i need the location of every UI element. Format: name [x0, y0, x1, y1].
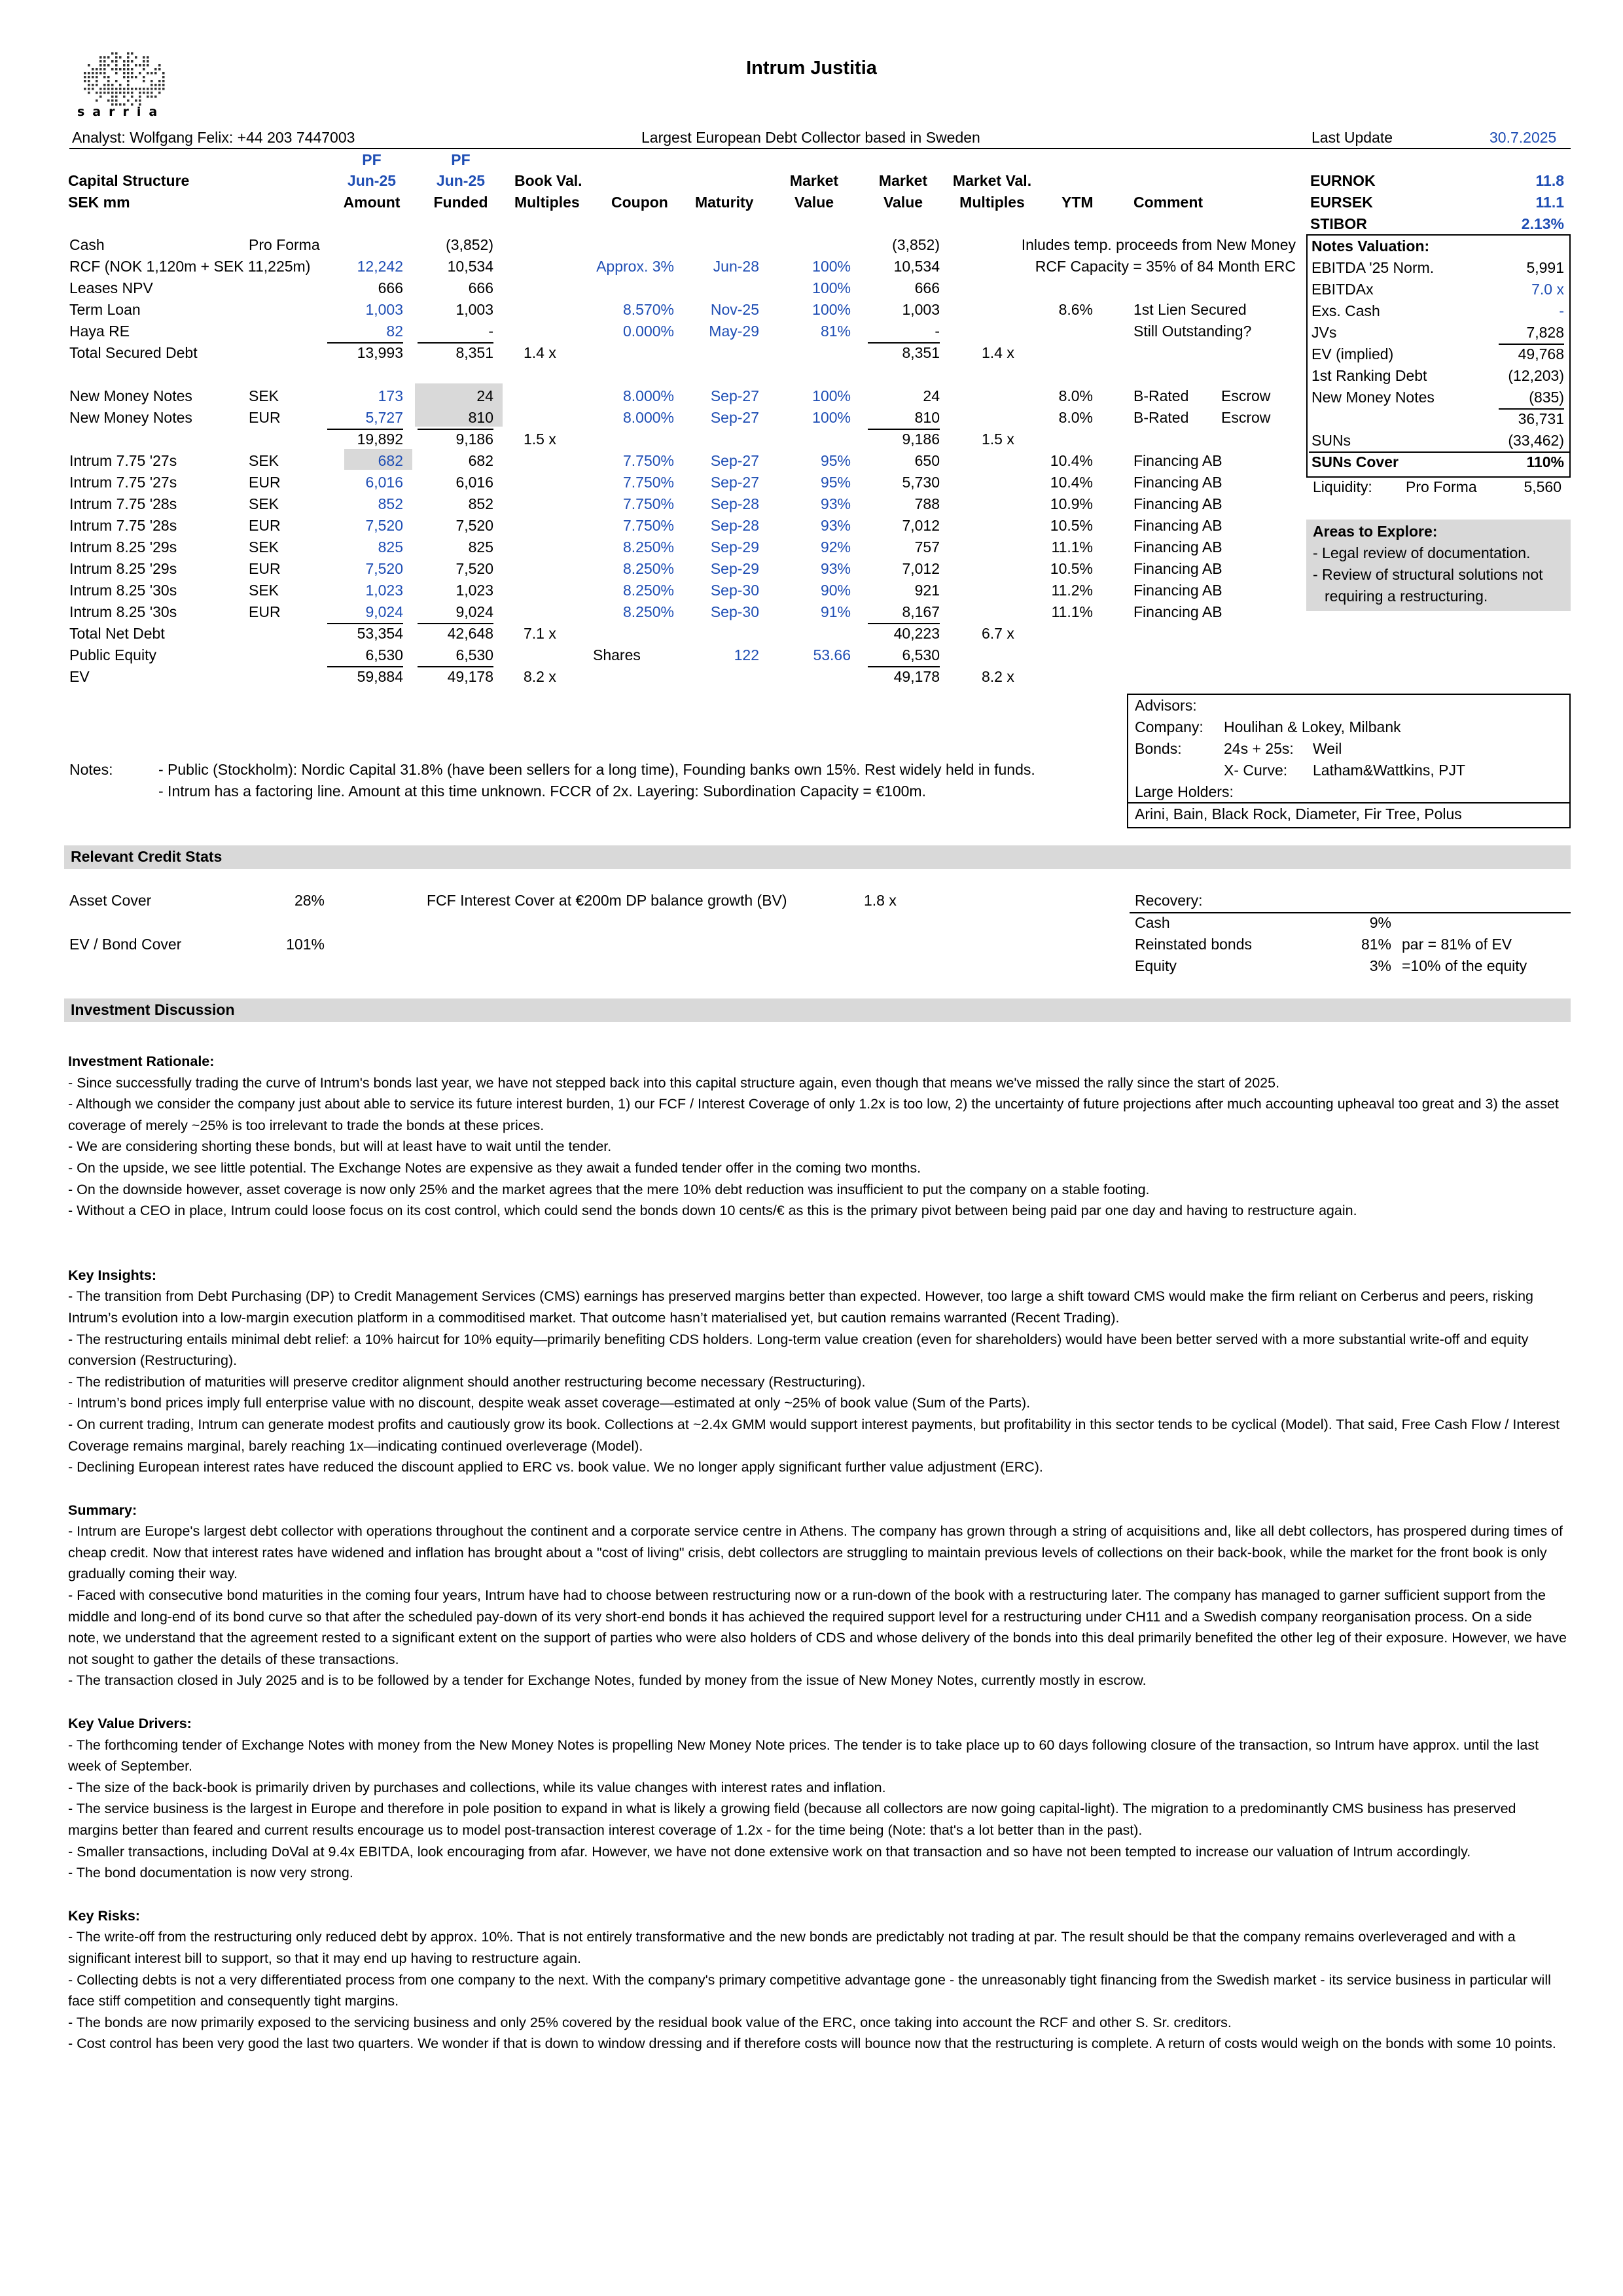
cap-cell-amt: 9,024 — [327, 601, 403, 624]
rationale-paragraph: - On the upside, we see little potential. The Exchange Notes are expensive as they await a funded tender offer in the coming two months. — [68, 1159, 921, 1176]
cap-cell-funded: 6,016 — [455, 474, 493, 491]
last-update-value: 30.7.2025 — [1489, 129, 1557, 146]
cap-cell-name: Intrum 8.25 '29s — [69, 560, 177, 577]
fx-label: EURSEK — [1310, 194, 1373, 211]
cap-cell-coupon: 7.750% — [622, 452, 674, 469]
valuation-label: EBITDAx — [1311, 281, 1374, 298]
cap-cell-comment: Financing AB — [1133, 582, 1222, 599]
drivers-paragraph: - The forthcoming tender of Exchange Notes with money from the New Money Notes is propelling New Money Note prices. The tender is to take place up to 60 days following closure of the transaction, so Intrum have approx. until the last week of September. — [68, 1737, 1539, 1775]
col-bookval-top: Book Val. — [514, 172, 582, 189]
cap-cell-ytm: 11.1% — [1051, 539, 1093, 556]
cap-cell-amt: 5,727 — [327, 407, 403, 430]
advisors-bonds-label: Bonds: — [1135, 740, 1182, 757]
cap-cell-coupon: 8.000% — [622, 387, 674, 404]
advisors-bonds-sub: 24s + 25s: — [1224, 740, 1294, 757]
valuation-label: New Money Notes — [1311, 389, 1435, 406]
drivers-paragraph: - The size of the back-book is primarily driven by purchases and collections, while its value changes with interest rates and inflation. — [68, 1779, 886, 1795]
cap-cell-funded: 24 — [476, 387, 493, 404]
cap-cell-funded: - — [418, 321, 493, 344]
advisors-title: Advisors: — [1135, 697, 1197, 714]
cap-cell-ytm: 8.6% — [1058, 301, 1093, 318]
cap-cell-mv: 757 — [914, 539, 940, 556]
cap-cell-comment: Financing AB — [1133, 560, 1222, 577]
risks-title: Key Risks: — [68, 1907, 140, 1924]
cap-cell-name: EV — [69, 668, 90, 685]
cap-cell-funded: 7,520 — [455, 560, 493, 577]
valuation-label: JVs — [1311, 324, 1337, 341]
valuation-value: (835) — [1499, 387, 1564, 410]
cap-cell-mat: Jun-28 — [713, 258, 759, 275]
cap-cell-coupon: Approx. 3% — [596, 258, 674, 275]
cap-cell-mat: Sep-27 — [710, 474, 759, 491]
notes-label: Notes: — [69, 761, 113, 778]
cap-cell-ytm: 11.2% — [1051, 582, 1093, 599]
cap-cell-funded: 810 — [418, 407, 493, 430]
advisors-company-label: Company: — [1135, 718, 1204, 735]
cap-cell-funded: 7,520 — [455, 517, 493, 534]
risks-paragraph: - Cost control has been very good the last two quarters. We wonder if that is down to window dressing and if therefore costs will bounce now that the restructuring is complete. A return of costs would weigh on the bonds with some 10 points. — [68, 2036, 1556, 2052]
cap-cell-comment: B-Rated — [1133, 387, 1189, 404]
summary-paragraph: - Faced with consecutive bond maturities in the coming four years, Intrum have had to choose between restructuring now or a run-down of the book with a restructuring later. The company has managed to garner sufficient support from the middle and long-end of its bond curve so that after the scheduled pay-down of its very short-end bonds it has achieved the required support level for a restructuring under CH11 and a Swedish company reorganisation process. On a side note, we understand that the agreement rested to a significant extent on the support of parties who were also holders of CDS and whose delivery of the bonds into this deal primarily benefited the other leg of their exposure. However, we have not sought to gather the details of these transactions. — [68, 1587, 1567, 1667]
cap-cell-mv: 24 — [923, 387, 940, 404]
investment-discussion-header — [64, 998, 1571, 1022]
advisors-holders-value: Arini, Bain, Black Rock, Diameter, Fir Tree, Polus — [1135, 805, 1462, 822]
cap-cell-comment: Financing AB — [1133, 495, 1222, 512]
fcf-cover-label: FCF Interest Cover at €200m DP balance growth (BV) — [427, 892, 787, 909]
cap-cell-funded: 852 — [468, 495, 493, 512]
cap-cell-coupon: 8.250% — [622, 539, 674, 556]
col-pf1-mid: Jun-25 — [347, 172, 397, 189]
insights-paragraph: - The restructuring entails minimal debt relief: a 10% haircut for 10% equity—primarily benefiting CDS holders. Long-term value creation (even for shareholders) would have been better served with a more substantial write-off and equity conversion (Restructuring). — [68, 1331, 1529, 1369]
discussion-body — [68, 1051, 1567, 2055]
risks-paragraph: - The write-off from the restructuring only reduced debt by approx. 10%. That is not entirely transformative and the new bonds are predictably not trading at par. The result should be that the company remains overleveraged and with a significant interest bill to support, so that it may end up having to restructure again. — [68, 1929, 1516, 1966]
cap-cell-comment: 1st Lien Secured — [1133, 301, 1247, 318]
notes-line: - Public (Stockholm): Nordic Capital 31.8% (have been sellers for a long time), Founding banks own 15%. Rest widely held in funds. — [158, 761, 1035, 778]
cap-cell-name: Intrum 7.75 '27s — [69, 474, 177, 491]
cap-cell-mv: - — [868, 321, 940, 344]
cap-cell-amt: 1,023 — [365, 582, 403, 599]
advisors-xcurve-value: Latham&Wattkins, PJT — [1313, 762, 1466, 779]
cap-cell-coupon: 8.000% — [622, 409, 674, 426]
valuation-value: 49,768 — [1518, 345, 1564, 362]
cap-cell-coupon: 7.750% — [622, 474, 674, 491]
cap-cell-funded: 666 — [468, 279, 493, 296]
cap-cell-price: 100% — [812, 258, 851, 275]
cap-cell-price: 81% — [820, 323, 851, 340]
cap-cell-mv: 40,223 — [893, 625, 940, 642]
cap-cell-ccy: EUR — [249, 474, 281, 491]
valuation-value: (12,203) — [1508, 367, 1564, 384]
cap-cell-price: 93% — [820, 495, 851, 512]
cap-cell-funded: 6,530 — [418, 645, 493, 667]
cap-cell-name: New Money Notes — [69, 409, 192, 426]
risks-paragraph: - Collecting debts is not a very differentiated process from one company to the next. With the company's primary competitive advantage gone - the unreasonably tight financing from the Swedish market - its service business in particular will face stiff competition and consequently tight margins. — [68, 1971, 1551, 2009]
liquidity-sub: Pro Forma — [1406, 478, 1477, 495]
valuation-value: 5,991 — [1526, 259, 1564, 276]
analyst-contact: Analyst: Wolfgang Felix: +44 203 7447003 — [72, 129, 355, 146]
cap-cell-price: 100% — [812, 409, 851, 426]
col-mv2-bot: Value — [883, 194, 923, 211]
cap-cell-mvm: 1.5 x — [982, 431, 1014, 448]
drivers-paragraph: - Smaller transactions, including DoVal at 9.4x EBITDA, look encouraging from afar. However, we have not done extensive work on that transaction and so have not been tempted to increase our valuation of Intrum accordingly. — [68, 1843, 1471, 1860]
col-mvm-bot: Multiples — [959, 194, 1025, 211]
cap-cell-comment: Financing AB — [1133, 452, 1222, 469]
cap-cell-mv: 788 — [914, 495, 940, 512]
cap-cell-coupon: 8.250% — [622, 560, 674, 577]
cap-cell-mat: Sep-29 — [710, 539, 759, 556]
col-pf2-mid: Jun-25 — [436, 172, 486, 189]
valuation-label: EV (implied) — [1311, 345, 1394, 362]
cap-cell-amt: 12,242 — [357, 258, 403, 275]
document-title: Intrum Justitia — [746, 58, 877, 79]
cap-cell-coupon: 8.570% — [622, 301, 674, 318]
cap-cell-ccy: SEK — [249, 495, 279, 512]
cap-cell-price: 93% — [820, 517, 851, 534]
valuation-label: EBITDA '25 Norm. — [1311, 259, 1435, 276]
cap-cell-funded: 682 — [468, 452, 493, 469]
recovery-note: =10% of the equity — [1402, 957, 1527, 974]
cap-cell-mat: Sep-29 — [710, 560, 759, 577]
cap-cell-price: 100% — [812, 279, 851, 296]
col-mv2-top: Market — [878, 172, 928, 189]
cap-cell-name: Cash — [69, 236, 105, 253]
cap-cell-ccy: EUR — [249, 560, 281, 577]
advisors-bonds-value: Weil — [1313, 740, 1342, 757]
cap-cell-ccy: SEK — [249, 582, 279, 599]
cap-cell-funded: 1,023 — [455, 582, 493, 599]
advisors-company-value: Houlihan & Lokey, Milbank — [1224, 718, 1401, 735]
cap-cell-comment: Financing AB — [1133, 517, 1222, 534]
areas-title: Areas to Explore: — [1313, 523, 1438, 540]
cap-cell-funded: (3,852) — [446, 236, 493, 253]
valuation-value: - — [1559, 302, 1564, 319]
cap-cell-name: Intrum 7.75 '28s — [69, 495, 177, 512]
cap-cell-funded: 1,003 — [455, 301, 493, 318]
cap-cell-mat: Nov-25 — [710, 301, 759, 318]
cap-cell-mv: 810 — [868, 407, 940, 430]
insights-paragraph: - On current trading, Intrum can generate modest profits and cautiously grow its book. Collections at ~2.4x GMM would support interest payments, but profitability in this sector tends to be cyclical (Model). That said, Free Cash Flow / Interest Coverage remains marginal, barely reaching 1x—indicating continued overleverage (Model). — [68, 1416, 1560, 1454]
cap-cell-name: Intrum 8.25 '30s — [69, 603, 177, 620]
cap-cell-amt: 6,530 — [327, 645, 403, 667]
col-pf1-top: PF — [362, 151, 382, 168]
cap-cell-funded: 9,186 — [455, 431, 493, 448]
cap-cell-mv: 1,003 — [902, 301, 940, 318]
cap-cell-name: Total Secured Debt — [69, 344, 198, 361]
cap-cell-amt: 852 — [378, 495, 403, 512]
cap-cell-price: 93% — [820, 560, 851, 577]
cap-cell-mat: Sep-28 — [710, 495, 759, 512]
cap-cell-price: 100% — [812, 301, 851, 318]
fcf-cover-value: 1.8 x — [864, 892, 897, 909]
rationale-paragraph: - Without a CEO in place, Intrum could loose focus on its cost control, which could send the bonds down 10 cents/€ as this is the primary pivot between being paid par one day and having to restructure again. — [68, 1203, 1357, 1219]
cap-cell-name: Intrum 7.75 '28s — [69, 517, 177, 534]
valuation-value: (33,462) — [1499, 430, 1564, 453]
col-mvm-top: Market Val. — [952, 172, 1032, 189]
drivers-title: Key Value Drivers: — [68, 1716, 192, 1732]
insights-list — [68, 1286, 1567, 1477]
notes-line: - Intrum has a factoring line. Amount at this time unknown. FCCR of 2x. Layering: Subordination Capacity = €100m. — [158, 783, 926, 800]
cap-cell-coupon: 7.750% — [622, 495, 674, 512]
valuation-label: Exs. Cash — [1311, 302, 1380, 319]
cap-cell-mat: Sep-27 — [710, 387, 759, 404]
cap-cell-name: Haya RE — [69, 323, 130, 340]
cap-cell-mv: 8,351 — [902, 344, 940, 361]
cap-cell-mv: 6,530 — [868, 645, 940, 667]
rationale-list — [68, 1072, 1567, 1222]
cap-cell-mvm: 1.4 x — [982, 344, 1014, 361]
cap-cell-ytm: 10.9% — [1050, 495, 1093, 512]
cap-cell-amt: 6,016 — [365, 474, 403, 491]
cap-cell-ccy: EUR — [249, 517, 281, 534]
valuation-label: 1st Ranking Debt — [1311, 367, 1427, 384]
rationale-paragraph: - Since successfully trading the curve of Intrum's bonds last year, we have not stepped back into this capital structure again, even though that means we've missed the rally since the start of 2025. — [68, 1074, 1280, 1091]
cap-cell-mat: May-29 — [709, 323, 759, 340]
cap-cell-coupon: 7.750% — [622, 517, 674, 534]
risks-paragraph: - The bonds are now primarily exposed to the servicing business and only 25% covered by the residual book value of the ERC, once taking into account the RCF and other S. Sr. creditors. — [68, 2014, 1232, 2030]
areas-item: - Review of structural solutions not — [1313, 566, 1543, 583]
company-subtitle: Largest European Debt Collector based in Sweden — [641, 129, 980, 146]
capital-structure-title: Capital Structure — [68, 172, 190, 189]
ev-bond-cover-value: 101% — [286, 936, 325, 953]
last-update-label: Last Update — [1311, 129, 1393, 146]
col-mv1-top: Market — [789, 172, 839, 189]
cap-cell-amt: 7,520 — [365, 517, 403, 534]
cap-cell-amt: 59,884 — [357, 668, 403, 685]
cap-cell-ytm: 8.0% — [1058, 387, 1093, 404]
cap-cell-coupon: 0.000% — [622, 323, 674, 340]
rationale-title: Investment Rationale: — [68, 1053, 215, 1069]
fx-value: 2.13% — [1521, 215, 1564, 232]
cap-cell-price: 53.66 — [813, 646, 851, 663]
cap-cell-mv: 666 — [914, 279, 940, 296]
cap-cell-funded: 42,648 — [447, 625, 493, 642]
col-comment: Comment — [1133, 194, 1204, 211]
cap-cell-name: Intrum 8.25 '29s — [69, 539, 177, 556]
credit-stats-title: Relevant Credit Stats — [71, 848, 223, 865]
col-maturity: Maturity — [695, 194, 754, 211]
cap-cell-comment: RCF Capacity = 35% of 84 Month ERC — [1035, 258, 1296, 275]
cap-cell-price: 95% — [820, 452, 851, 469]
fx-label: EURNOK — [1310, 172, 1376, 189]
valuation-value: 7.0 x — [1531, 281, 1564, 298]
cap-cell-ytm: 10.4% — [1050, 452, 1093, 469]
insights-paragraph: - The transition from Debt Purchasing (DP) to Credit Management Services (CMS) earnings has preserved margins better than expected. However, too large a shift toward CMS would make the firm reliant on Cerberus and peers, risking Intrum’s evolution into a low-margin execution platform in a commoditised market. That outcome hasn’t materialised yet, but caution remains warranted (Recent Trading). — [68, 1288, 1533, 1326]
cap-cell-amt: 682 — [378, 452, 403, 469]
cap-cell-amt: 53,354 — [357, 625, 403, 642]
liquidity-label: Liquidity: — [1313, 478, 1372, 495]
cap-cell-amt: 173 — [378, 387, 403, 404]
cap-cell-ccy: EUR — [249, 603, 281, 620]
rationale-paragraph: - We are considering shorting these bonds, but will at least have to wait until the tender. — [68, 1139, 612, 1155]
col-pf1-bot: Amount — [343, 194, 401, 211]
rationale-paragraph: - Although we consider the company just about able to service its future interest burden, 1) our FCF / Interest Coverage of only 1.2x is too low, 2) the uncertainty of future projections after much accounting upheaval too great and 3) the asset coverage of merely ~25% is too irrelevant to trade the bonds at these prices. — [68, 1096, 1559, 1133]
valuation-title: Notes Valuation: — [1311, 238, 1430, 255]
valuation-label: SUNs — [1311, 432, 1351, 449]
cap-cell-ytm: 10.5% — [1050, 560, 1093, 577]
cap-cell-comment: Still Outstanding? — [1133, 323, 1252, 340]
logo-text: sarria — [77, 105, 166, 119]
cap-cell-ccy: SEK — [249, 539, 279, 556]
areas-item: requiring a restructuring. — [1325, 588, 1488, 605]
cap-cell-funded: 10,534 — [447, 258, 493, 275]
col-pf2-top: PF — [451, 151, 471, 168]
cap-cell-comment: Financing AB — [1133, 539, 1222, 556]
valuation-value: 36,731 — [1518, 410, 1564, 427]
cap-cell-comment: Inludes temp. proceeds from New Money — [1021, 236, 1296, 253]
valuation-value: 110% — [1526, 453, 1564, 470]
cap-cell-mv: 8,167 — [868, 601, 940, 624]
cap-cell-name: Intrum 7.75 '27s — [69, 452, 177, 469]
cap-cell-amt: 825 — [378, 539, 403, 556]
recovery-label: Equity — [1135, 957, 1177, 974]
col-coupon: Coupon — [611, 194, 668, 211]
cap-cell-coupon: 8.250% — [622, 582, 674, 599]
recovery-value: 81% — [1361, 936, 1391, 953]
header-row — [69, 128, 1571, 149]
cap-cell-price: 100% — [812, 387, 851, 404]
cap-cell-amt: 13,993 — [357, 344, 403, 361]
cap-cell-amt: 82 — [327, 321, 403, 344]
asset-cover-value: 28% — [294, 892, 325, 909]
cap-cell-mv: 7,012 — [902, 517, 940, 534]
advisors-holders-label: Large Holders: — [1135, 783, 1234, 800]
cap-cell-price: 91% — [820, 603, 851, 620]
cap-cell-ytm: 10.4% — [1050, 474, 1093, 491]
col-bookval-bot: Multiples — [514, 194, 580, 211]
cap-cell-ytm: 8.0% — [1058, 409, 1093, 426]
ev-bond-cover-label: EV / Bond Cover — [69, 936, 182, 953]
col-mv1-bot: Value — [794, 194, 834, 211]
cap-cell-name: New Money Notes — [69, 387, 192, 404]
asset-cover-label: Asset Cover — [69, 892, 152, 909]
cap-cell-coupon: Shares — [593, 646, 641, 663]
capital-structure-unit: SEK mm — [68, 194, 130, 211]
fx-value: 11.8 — [1535, 172, 1564, 189]
cap-cell-amt: 666 — [378, 279, 403, 296]
risks-list — [68, 1926, 1567, 2055]
insights-paragraph: - Intrum’s bond prices imply full enterprise value with no discount, despite weak asset coverage—estimated at only ~25% of book value (Sum of the Parts). — [68, 1395, 1031, 1411]
cap-cell-mvm: 8.2 x — [982, 668, 1014, 685]
drivers-paragraph: - The service business is the largest in Europe and therefore in pole position to expand in what is likely a growing field (because all collectors are now going capital-light). The migration to a predominantly CMS business has preserved margins better than feared and current results encourage us to model post-transaction interest coverage of 1.2x - for the time being (Note: that's a lot better than in the past). — [68, 1801, 1516, 1838]
cap-cell-mv: 650 — [914, 452, 940, 469]
cap-cell-amt: 1,003 — [365, 301, 403, 318]
recovery-value: 3% — [1369, 957, 1391, 974]
cap-cell-mat: 122 — [734, 646, 759, 663]
drivers-list — [68, 1735, 1567, 1884]
insights-title: Key Insights: — [68, 1267, 156, 1283]
cap-cell-name: Intrum 8.25 '30s — [69, 582, 177, 599]
valuation-label: SUNs Cover — [1311, 453, 1399, 470]
cap-cell-comment: Financing AB — [1133, 474, 1222, 491]
cap-cell-mv: 49,178 — [893, 668, 940, 685]
cap-cell-name: RCF (NOK 1,120m + SEK 11,225m) — [69, 258, 311, 275]
cap-cell-mvm: 6.7 x — [982, 625, 1014, 642]
cap-cell-ytm: 11.1% — [1051, 603, 1093, 620]
advisors-xcurve-label: X- Curve: — [1224, 762, 1288, 779]
cap-cell-ccy: SEK — [249, 452, 279, 469]
recovery-title: Recovery: — [1135, 892, 1203, 909]
recovery-label: Cash — [1135, 914, 1170, 931]
cap-cell-funded: 9,024 — [418, 601, 493, 624]
cap-cell-price: 95% — [820, 474, 851, 491]
cap-cell-comment: Financing AB — [1133, 603, 1222, 620]
cap-cell-price: 92% — [820, 539, 851, 556]
cap-cell-bv: 8.2 x — [524, 668, 556, 685]
cap-cell-mv: (3,852) — [892, 236, 940, 253]
cap-cell-coupon: 8.250% — [622, 603, 674, 620]
cap-cell-bv: 1.4 x — [524, 344, 556, 361]
summary-paragraph: - The transaction closed in July 2025 and is to be followed by a tender for Exchange Notes, funded by money from the issue of New Money Notes, currently mostly in escrow. — [68, 1672, 1147, 1689]
col-pf2-bot: Funded — [433, 194, 488, 211]
cap-cell-comment2: Escrow — [1221, 387, 1271, 404]
cap-cell-amt: 7,520 — [365, 560, 403, 577]
summary-paragraph: - Intrum are Europe's largest debt collector with operations throughout the continent and a corporate service centre in Athens. The company has grown through a string of acquisitions and, like all debt collectors, has prospered during times of cheap credit. Now that interest rates have widened and inflation has brought about a "cost of living" crisis, debt collectors are struggling to maintain previous levels of collections on their back-book, while the market for the front book is only gradually coming their way. — [68, 1523, 1563, 1582]
cap-cell-amt: 19,892 — [357, 431, 403, 448]
recovery-note: par = 81% of EV — [1402, 936, 1512, 953]
cap-cell-price: 90% — [820, 582, 851, 599]
col-ytm: YTM — [1061, 194, 1094, 211]
cap-cell-mv: 5,730 — [902, 474, 940, 491]
cap-cell-mat: Sep-30 — [710, 582, 759, 599]
fx-value: 11.1 — [1535, 194, 1564, 211]
cap-cell-mv: 9,186 — [902, 431, 940, 448]
cap-cell-name: Leases NPV — [69, 279, 153, 296]
recovery-label: Reinstated bonds — [1135, 936, 1253, 953]
insights-paragraph: - Declining European interest rates have reduced the discount applied to ERC vs. book value. We no longer apply significant further value adjustment (ERC). — [68, 1459, 1043, 1475]
recovery-value: 9% — [1369, 914, 1391, 931]
cap-cell-bv: 1.5 x — [524, 431, 556, 448]
cap-cell-ccy: EUR — [249, 409, 281, 426]
cap-cell-mv: 921 — [914, 582, 940, 599]
insights-paragraph: - The redistribution of maturities will preserve creditor alignment should another restructuring become necessary (Restructuring). — [68, 1373, 866, 1390]
summary-list — [68, 1521, 1567, 1691]
cap-cell-name: Term Loan — [69, 301, 141, 318]
cap-cell-funded: 49,178 — [447, 668, 493, 685]
cap-cell-name: Public Equity — [69, 646, 156, 663]
cap-cell-mat: Sep-27 — [710, 409, 759, 426]
summary-title: Summary: — [68, 1502, 137, 1518]
cap-cell-mat: Sep-27 — [710, 452, 759, 469]
rationale-paragraph: - On the downside however, asset coverage is now only 25% and the market agrees that the mere 10% debt reduction was insufficient to put the company on a stable footing. — [68, 1181, 1150, 1197]
cap-cell-ccy: Pro Forma — [249, 236, 320, 253]
liquidity-value: 5,560 — [1524, 478, 1561, 495]
cap-cell-mat: Sep-28 — [710, 517, 759, 534]
fx-label: STIBOR — [1310, 215, 1367, 232]
valuation-value: 7,828 — [1499, 322, 1564, 345]
cap-cell-mv: 7,012 — [902, 560, 940, 577]
credit-stats-header — [64, 845, 1571, 869]
cap-cell-ytm: 10.5% — [1050, 517, 1093, 534]
drivers-paragraph: - The bond documentation is now very strong. — [68, 1865, 353, 1881]
cap-cell-funded: 825 — [468, 539, 493, 556]
cap-cell-bv: 7.1 x — [524, 625, 556, 642]
cap-cell-ccy: SEK — [249, 387, 279, 404]
cap-cell-name: Total Net Debt — [69, 625, 165, 642]
cap-cell-mat: Sep-30 — [710, 603, 759, 620]
cap-cell-comment: B-Rated — [1133, 409, 1189, 426]
cap-cell-comment2: Escrow — [1221, 409, 1271, 426]
suns-cover-divider — [1309, 451, 1569, 453]
cap-cell-mv: 10,534 — [893, 258, 940, 275]
cap-cell-funded: 8,351 — [455, 344, 493, 361]
areas-item: - Legal review of documentation. — [1313, 544, 1531, 561]
investment-discussion-title: Investment Discussion — [71, 1001, 235, 1018]
